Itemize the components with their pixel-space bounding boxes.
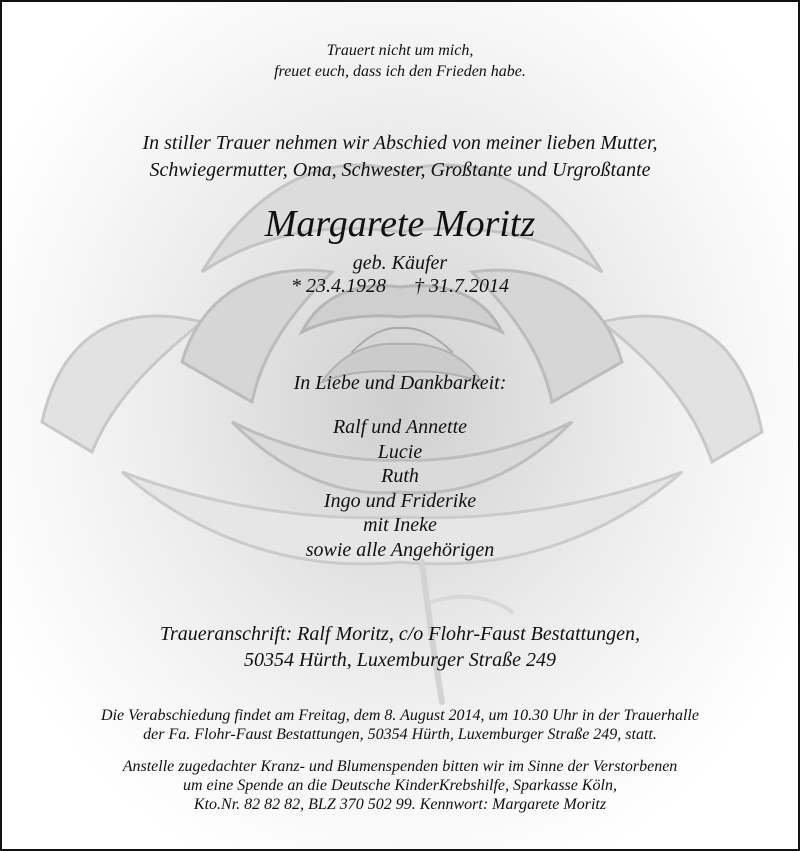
family-member: sowie alle Angehörigen (305, 538, 495, 561)
family-member: Ingo und Friderike (323, 489, 477, 512)
love-line: In Liebe und Dankbarkeit: (293, 372, 507, 394)
birth-name: geb. Käufer (352, 252, 448, 274)
donation-line: um eine Spende an die Deutsche KinderKrebshilfe, Sparkasse Köln, (183, 777, 617, 794)
family-member: mit Ineke (363, 514, 437, 536)
address-line: Traueranschrift: Ralf Moritz, c/o Flohr-Faust Bestattungen, (159, 623, 641, 645)
service-info (2, 706, 798, 744)
motto-line: Trauert nicht um mich, (326, 42, 474, 59)
family-member: Lucie (377, 440, 423, 463)
intro-line: Schwiegermutter, Oma, Schwester, Großtante und Urgroßtante (149, 159, 651, 181)
birth-date: * 23.4.1928 (291, 275, 386, 297)
address-line: 50354 Hürth, Luxemburger Straße 249 (243, 649, 557, 671)
life-dates (2, 274, 798, 298)
mourning-address (2, 621, 798, 673)
motto-quote (2, 40, 798, 82)
family-member: Ralf und Annette (332, 416, 468, 438)
family-list (2, 415, 798, 562)
donation-info (2, 757, 798, 814)
motto-line: freuet euch, dass ich den Frieden habe. (274, 63, 526, 80)
intro-line: In stiller Trauer nehmen wir Abschied von meiner lieben Mutter, (142, 132, 658, 154)
death-date: † 31.7.2014 (414, 275, 509, 297)
service-line: Die Verabschiedung findet am Freitag, dem 8. August 2014, um 10.30 Uhr in der Trauerhalle (101, 707, 699, 724)
intro-text (2, 130, 798, 184)
deceased-name: Margarete Moritz (264, 203, 536, 245)
donation-line: Kto.Nr. 82 82 82, BLZ 370 502 99. Kennwort: Margarete Moritz (193, 796, 607, 813)
service-line: der Fa. Flohr-Faust Bestattungen, 50354 Hürth, Luxemburger Straße 249, statt. (143, 726, 657, 743)
donation-line: Anstelle zugedachter Kranz- und Blumenspenden bitten wir im Sinne der Verstorbenen (122, 758, 678, 775)
family-member: Ruth (381, 465, 419, 487)
